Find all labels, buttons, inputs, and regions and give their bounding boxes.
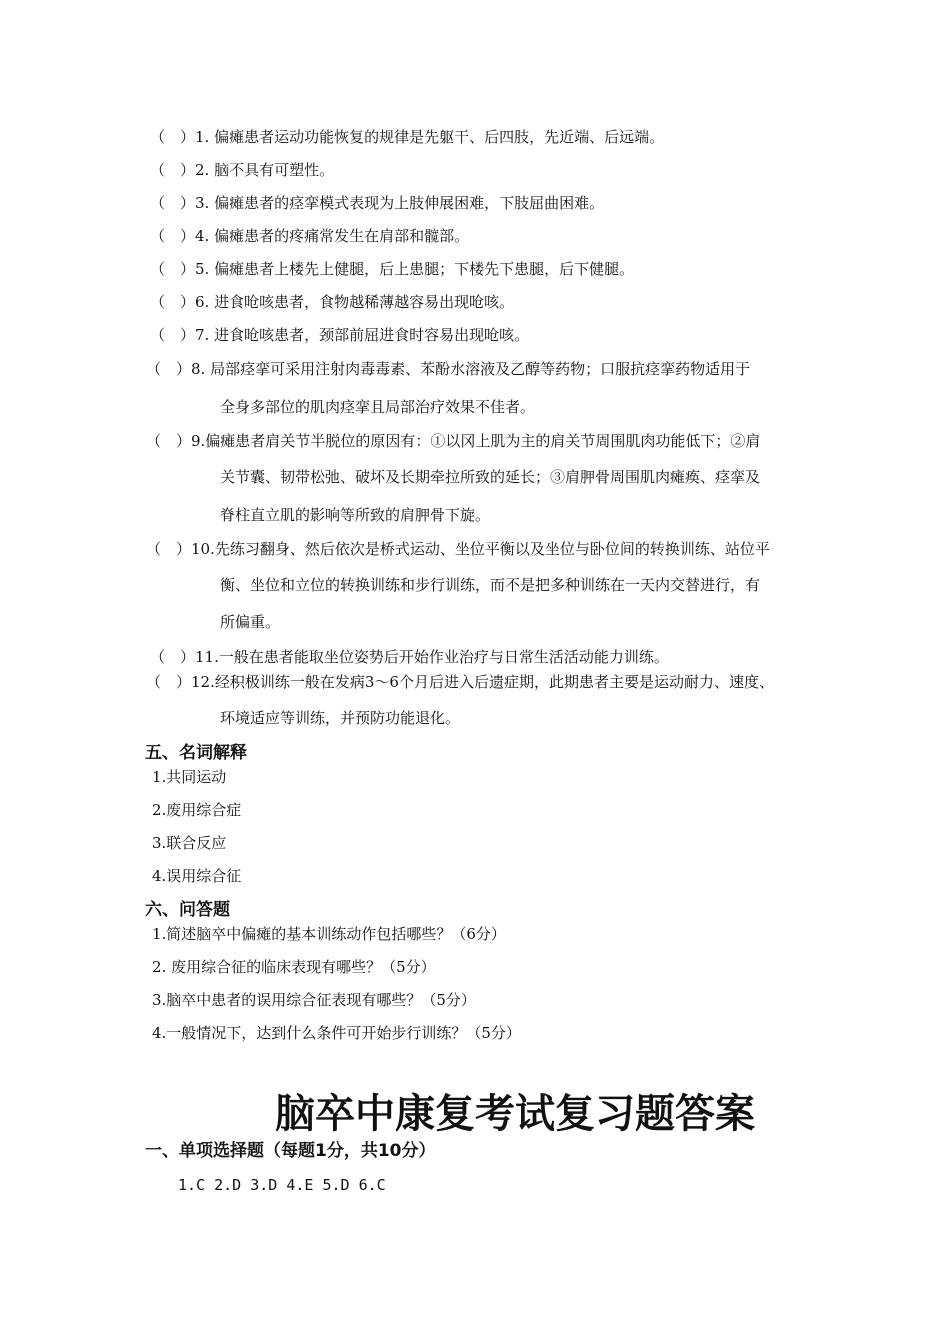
tf-item-10-cont-1: 衡、坐位和立位的转换训练和步行训练，而不是把多种训练在一天内交替进行，有 [220, 576, 761, 594]
question-item-4: 4.一般情况下，达到什么条件可开始步行训练？（5分） [152, 1024, 521, 1042]
tf-item-11: （ ）11.一般在患者能取坐位姿势后开始作业治疗与日常生活活动能力训练。 [150, 648, 669, 666]
tf-item-9-cont-1: 关节囊、韧带松弛、破坏及长期牵拉所致的延长；③肩胛骨周围肌肉瘫痪、痉挛及 [220, 468, 761, 486]
term-item-2: 2.废用综合症 [152, 801, 242, 819]
tf-item-4: （ ）4. 偏瘫患者的疼痛常发生在肩部和髋部。 [150, 227, 470, 245]
section6-heading: 六、问答题 [145, 900, 230, 920]
tf-item-12: （ ）12.经积极训练一般在发病3～6个月后进入后遗症期，此期患者主要是运动耐力、速度、 [146, 673, 774, 691]
term-item-3: 3.联合反应 [152, 834, 227, 852]
tf-item-8-cont-1: 全身多部位的肌肉痉挛且局部治疗效果不佳者。 [220, 398, 536, 416]
tf-item-8: （ ）8. 局部痉挛可采用注射肉毒毒素、苯酚水溶液及乙醇等药物；口服抗痉挛药物适用于 [146, 360, 751, 378]
tf-item-3: （ ）3. 偏瘫患者的痉挛模式表现为上肢伸展困难，下肢屈曲困难。 [150, 194, 605, 212]
answers-section1-heading: 一、单项选择题（每题1分，共10分） [145, 1141, 436, 1161]
term-item-1: 1.共同运动 [152, 768, 227, 786]
answers-section1-values: 1.C 2.D 3.D 4.E 5.D 6.C [178, 1176, 386, 1194]
question-item-3: 3.脑卒中患者的误用综合征表现有哪些？（5分） [152, 991, 476, 1009]
tf-item-10: （ ）10.先练习翻身、然后依次是桥式运动、坐位平衡以及坐位与卧位间的转换训练、站位平 [146, 540, 770, 558]
tf-item-1: （ ）1. 偏瘫患者运动功能恢复的规律是先躯干、后四肢，先近端、后远端。 [150, 128, 665, 146]
question-item-2: 2. 废用综合征的临床表现有哪些？（5分） [152, 958, 436, 976]
tf-item-9-cont-2: 脊柱直立肌的影响等所致的肩胛骨下旋。 [220, 506, 491, 524]
tf-item-10-cont-2: 所偏重。 [220, 613, 281, 631]
question-item-1: 1.简述脑卒中偏瘫的基本训练动作包括哪些？（6分） [152, 925, 506, 943]
tf-item-5: （ ）5. 偏瘫患者上楼先上健腿，后上患腿；下楼先下患腿，后下健腿。 [150, 260, 635, 278]
term-item-4: 4.误用综合征 [152, 867, 242, 885]
tf-item-2: （ ）2. 脑不具有可塑性。 [150, 161, 335, 179]
tf-item-6: （ ）6. 进食呛咳患者，食物越稀薄越容易出现呛咳。 [150, 293, 515, 311]
tf-item-7: （ ）7. 进食呛咳患者，颈部前屈进食时容易出现呛咳。 [150, 326, 530, 344]
section5-heading: 五、名词解释 [145, 743, 247, 763]
answers-title: 脑卒中康复考试复习题答案 [275, 1090, 755, 1137]
tf-item-9: （ ）9.偏瘫患者肩关节半脱位的原因有：①以冈上肌为主的肩关节周围肌肉功能低下；②肩 [146, 432, 761, 450]
tf-item-12-cont-1: 环境适应等训练，并预防功能退化。 [220, 709, 461, 727]
